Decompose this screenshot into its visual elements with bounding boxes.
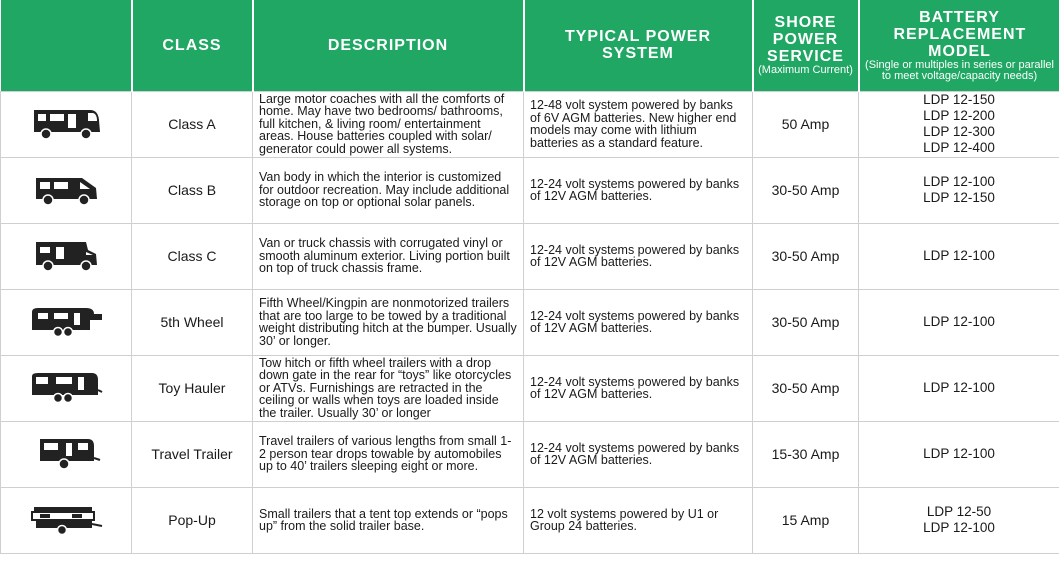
class-cell: Pop-Up (132, 487, 253, 553)
header-description: DESCRIPTION (253, 0, 524, 91)
model-item: LDP 12-400 (923, 140, 995, 155)
class-cell: Class A (132, 91, 253, 157)
class-cell: Class C (132, 223, 253, 289)
travel-trailer-icon (1, 421, 132, 487)
class-cell: Travel Trailer (132, 421, 253, 487)
header-model: BATTERY REPLACEMENT MODEL (Single or multiples in series or parallel to meet voltage/capacity needs) (859, 0, 1059, 91)
table-row (1, 487, 1059, 553)
class-cell: 5th Wheel (132, 289, 253, 355)
table-row (1, 289, 1059, 355)
header-model-sub: (Single or multiples in series or parallel to meet voltage/capacity needs) (865, 58, 1054, 82)
power-cell: 12-24 volt systems powered by banks of 12V AGM batteries. (524, 421, 753, 487)
class-cell: Class B (132, 157, 253, 223)
header-icon-col (1, 0, 132, 91)
shore-cell: 30-50 Amp (753, 157, 859, 223)
table-row (1, 223, 1059, 289)
description-cell: Fifth Wheel/Kingpin are nonmotorized trailers that are too large to be towed by a traditional weight distributing hitch at the bumper. Usually 30’ or longer. (253, 289, 524, 355)
shore-cell: 15 Amp (753, 487, 859, 553)
table-row (1, 91, 1059, 157)
model-item: LDP 12-50 (926, 504, 992, 519)
header-class: CLASS (132, 0, 253, 91)
model-cell (859, 421, 1059, 487)
shore-cell: 50 Amp (753, 91, 859, 157)
power-cell: 12-24 volt systems powered by banks of 12V AGM batteries. (524, 355, 753, 421)
model-cell (859, 289, 1059, 355)
shore-cell: 15-30 Amp (753, 421, 859, 487)
class-c-motorhome-icon (1, 223, 132, 289)
model-cell (859, 91, 1059, 157)
model-item: LDP 12-200 (923, 108, 995, 123)
class-b-van-icon (1, 157, 132, 223)
table-row (1, 157, 1059, 223)
description-cell: Travel trailers of various lengths from small 1-2 person tear drops towable by automobiles up to 40’ trailers sleeping eight or more. (253, 421, 524, 487)
description-cell: Tow hitch or fifth wheel trailers with a drop down gate in the rear for “toys” like otorcycles or ATVs. Furnishings are retracted in the ceiling or walls when toys are loaded inside the trailer. Usually 30’ or longer (253, 355, 524, 421)
pop-up-camper-icon (1, 487, 132, 553)
description-cell: Small trailers that a tent top extends or “pops up” from the solid trailer base. (253, 487, 524, 553)
power-cell: 12-24 volt systems powered by banks of 12V AGM batteries. (524, 223, 753, 289)
shore-cell: 30-50 Amp (753, 355, 859, 421)
header-shore: SHORE POWER SERVICE (Maximum Current) (753, 0, 859, 91)
model-item: LDP 12-100 (923, 314, 995, 329)
model-item: LDP 12-150 (923, 190, 995, 205)
model-item: LDP 12-100 (923, 248, 995, 263)
power-cell: 12-48 volt system powered by banks of 6V AGM batteries. New higher end models may come with lithium batteries as a standard feature. (524, 91, 753, 157)
class-cell: Toy Hauler (132, 355, 253, 421)
table-row (1, 355, 1059, 421)
header-power: TYPICAL POWER SYSTEM (524, 0, 753, 91)
description-cell: Large motor coaches with all the comforts of home. May have two bedrooms/ bathrooms, full kitchen, & living room/ entertainment areas. House batteries coupled with solar/ generator could power all systems. (253, 91, 524, 157)
model-cell (859, 157, 1059, 223)
class-a-motorhome-icon (1, 91, 132, 157)
model-item: LDP 12-300 (923, 124, 995, 139)
model-item: LDP 12-150 (923, 92, 995, 107)
model-item: LDP 12-100 (923, 174, 995, 189)
header-row (1, 0, 1059, 91)
description-cell: Van body in which the interior is customized for outdoor recreation. May include additional storage on top or optional solar panels. (253, 157, 524, 223)
model-cell (859, 223, 1059, 289)
model-item: LDP 12-100 (923, 520, 995, 535)
model-item: LDP 12-100 (923, 446, 995, 461)
power-cell: 12-24 volt systems powered by banks of 12V AGM batteries. (524, 289, 753, 355)
power-cell: 12 volt systems powered by U1 or Group 24 batteries. (524, 487, 753, 553)
toy-hauler-trailer-icon (1, 355, 132, 421)
model-cell (859, 487, 1059, 553)
fifth-wheel-trailer-icon (1, 289, 132, 355)
shore-cell: 30-50 Amp (753, 223, 859, 289)
model-item: LDP 12-100 (923, 380, 995, 395)
power-cell: 12-24 volt systems powered by banks of 12V AGM batteries. (524, 157, 753, 223)
description-cell: Van or truck chassis with corrugated vinyl or smooth aluminum exterior. Living portion built on top of truck chassis frame. (253, 223, 524, 289)
table-row (1, 421, 1059, 487)
model-cell (859, 355, 1059, 421)
header-shore-sub: (Maximum Current) (758, 64, 853, 77)
shore-cell: 30-50 Amp (753, 289, 859, 355)
